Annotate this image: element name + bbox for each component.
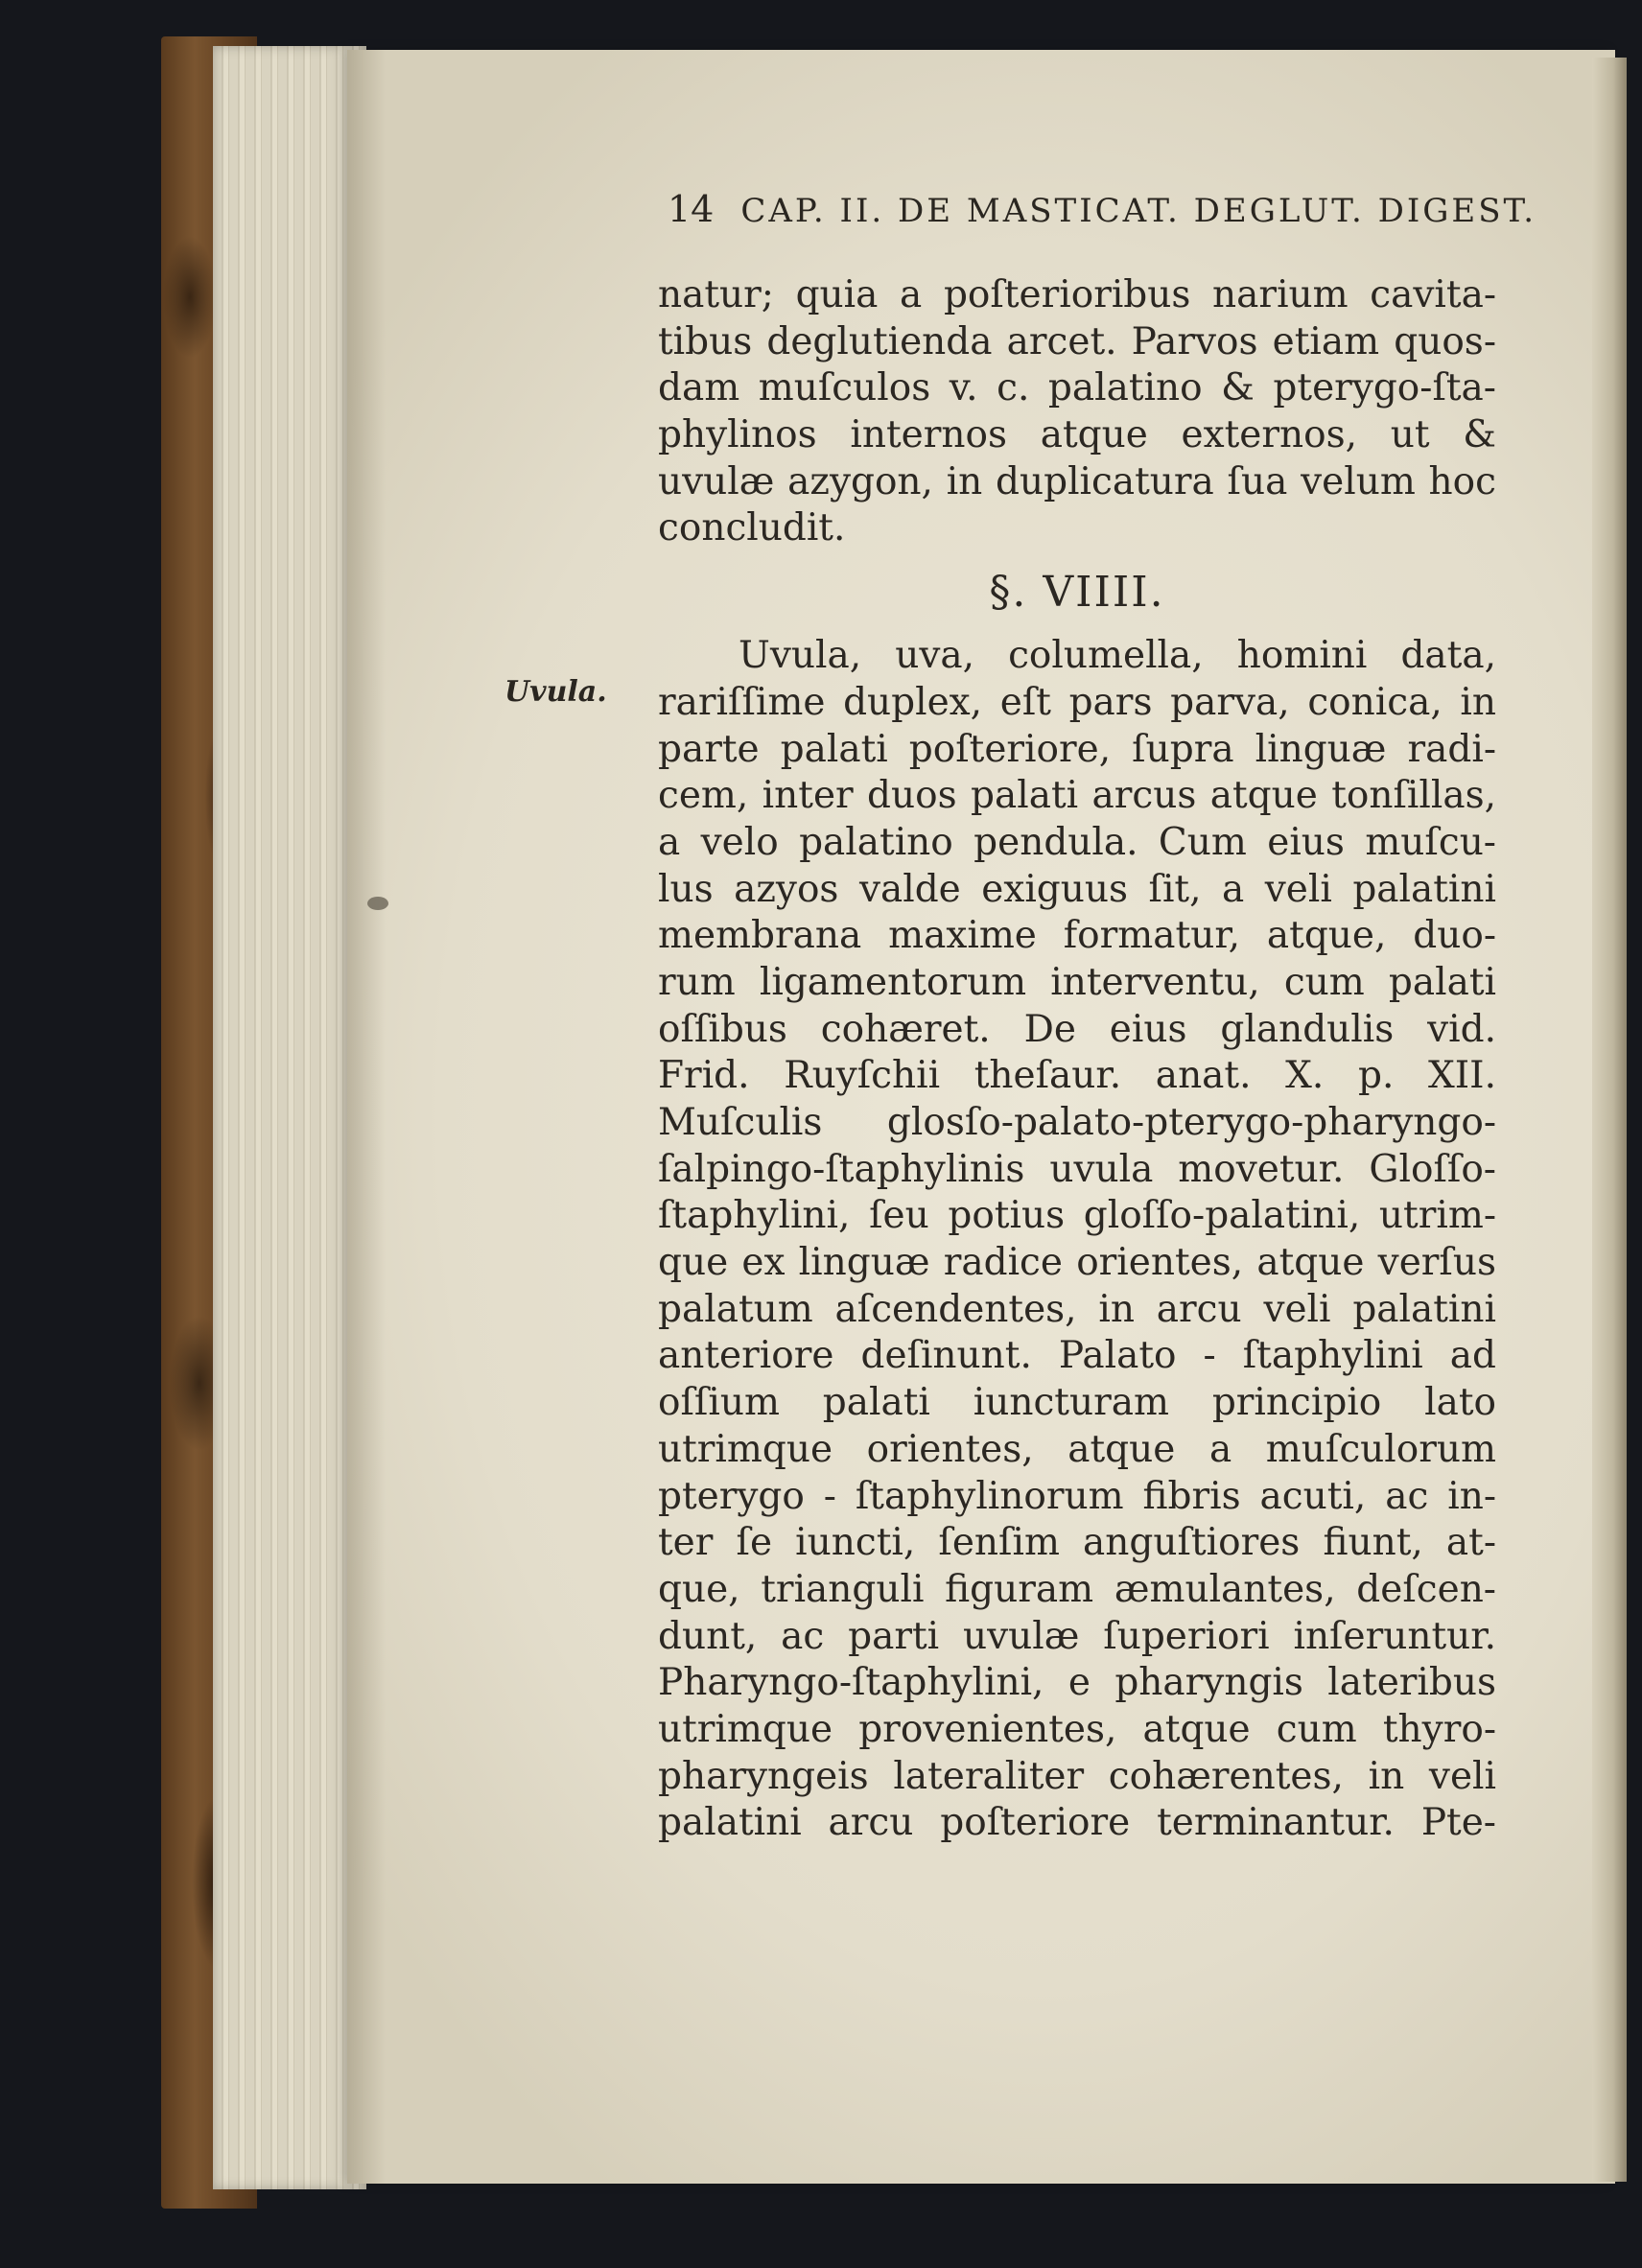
text-line: anteriore deſinunt. Palato - ſtaphylini ad (658, 1334, 1496, 1378)
ink-smudge (367, 897, 388, 910)
text-line: concludit. (658, 506, 846, 550)
text-line: parte palati poſteriore, ſupra linguæ radi- (658, 727, 1496, 771)
text-line: phylinos internos atque externos, ut & (658, 413, 1496, 457)
text-line: palatum aſcendentes, in arcu veli palatini (658, 1287, 1496, 1331)
running-title: CAP. II. DE MASTICAT. DEGLUT. DIGEST. (740, 192, 1537, 230)
text-line: ſtaphylini, ſeu potius gloſſo-palatini, utrim- (658, 1194, 1496, 1238)
text-line: membrana maxime formatur, atque, duo- (658, 914, 1496, 958)
marginal-note: Uvula. (504, 675, 607, 709)
text-line: rariſſime duplex, eſt pars parva, conica, in (658, 680, 1496, 724)
text-line: oſſium palati iuncturam principio lato (658, 1381, 1496, 1425)
body-text (658, 272, 1496, 1847)
running-header (668, 188, 1537, 246)
text-line: uvulæ azygon, in duplicatura ſua velum hoc (658, 459, 1496, 503)
page-edges (213, 46, 366, 2189)
text-line: utrimque provenientes, atque cum thyro- (658, 1707, 1496, 1751)
text-line: Muſculis glosſo-palato-pterygo-pharyngo- (658, 1101, 1496, 1144)
page-number: 14 (668, 188, 715, 230)
text-line: natur; quia a poſterioribus narium cavita- (658, 273, 1496, 316)
text-line: que, trianguli figuram æmulantes, deſcen- (658, 1567, 1496, 1611)
text-line: tibus deglutienda arcet. Parvos etiam quos- (658, 319, 1496, 363)
text-line: dam muſculos v. c. palatino & pterygo-ſta- (658, 366, 1496, 410)
text-line: dunt, ac parti uvulæ ſuperiori inſeruntur. (658, 1614, 1496, 1658)
text-line: a velo palatino pendula. Cum eius muſcu- (658, 820, 1496, 864)
text-line: ſalpingo-ſtaphylinis uvula movetur. Gloſſo- (658, 1147, 1496, 1191)
text-line: Uvula, uva, columella, homini data, (739, 634, 1496, 678)
section-heading: §. VIIII. (989, 568, 1165, 618)
text-line: pharyngeis lateraliter cohærentes, in veli (658, 1754, 1496, 1798)
text-line: lus azyos valde exiguus ſit, a veli palatini (658, 867, 1496, 911)
text-line: Pharyngo-ſtaphylini, e pharyngis lateribus (658, 1661, 1496, 1705)
text-line: oſſibus cohæret. De eius glandulis vid. (658, 1007, 1496, 1051)
text-line: ter ſe iuncti, ſenſim anguſtiores fiunt, at- (658, 1521, 1496, 1565)
page-fold (1592, 58, 1627, 2182)
text-line: utrimque orientes, atque a muſculorum (658, 1427, 1496, 1471)
text-line: cem, inter duos palati arcus atque tonſillas, (658, 774, 1496, 818)
text-line: rum ligamentorum interventu, cum palati (658, 960, 1496, 1004)
text-line: que ex linguæ radice orientes, atque verſus (658, 1241, 1496, 1285)
text-line: palatini arcu poſteriore terminantur. Pte- (658, 1801, 1496, 1845)
text-line: pterygo - ſtaphylinorum fibris acuti, ac in- (658, 1474, 1496, 1518)
text-line: Frid. Ruyſchii theſaur. anat. X. p. XII. (658, 1054, 1496, 1098)
